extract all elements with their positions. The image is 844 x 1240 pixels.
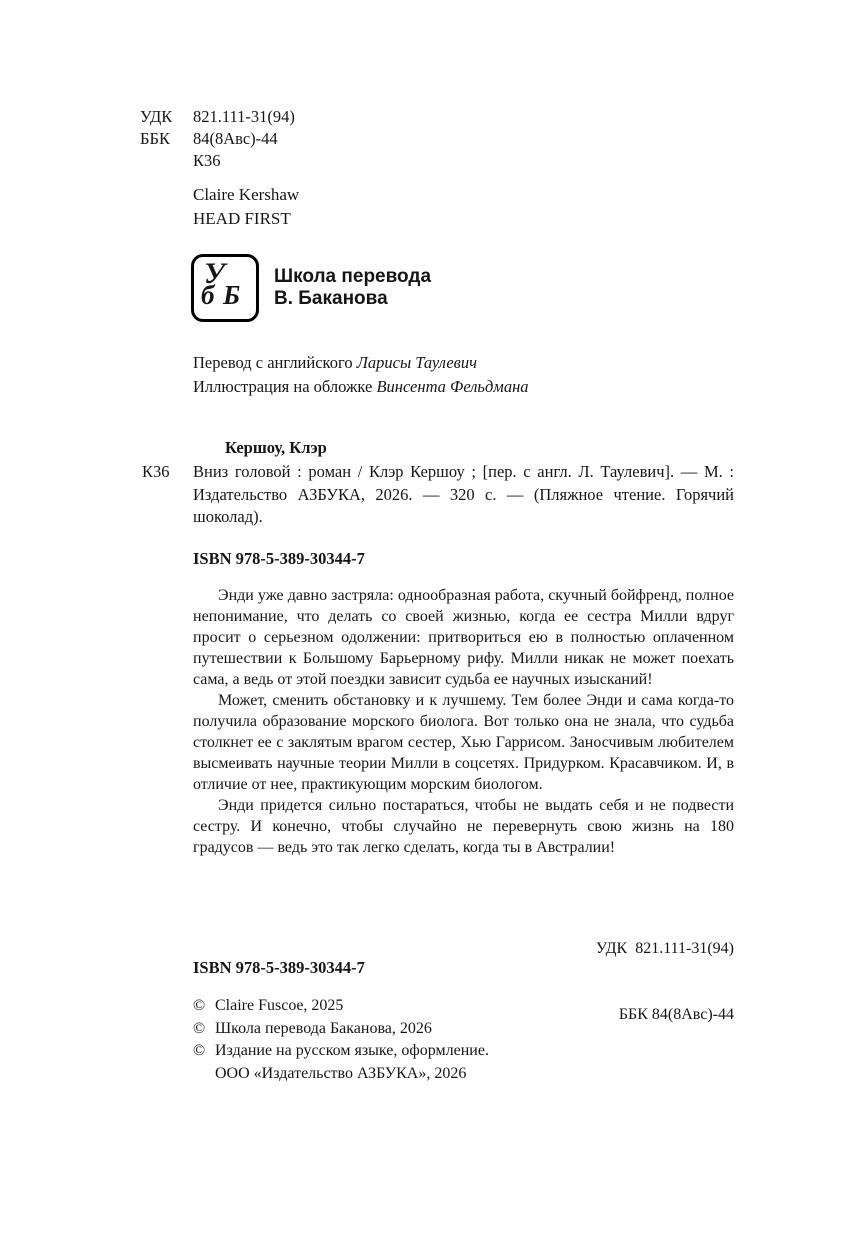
copyright-line-continuation <box>193 1063 489 1086</box>
original-author: Claire Kershaw <box>193 185 300 204</box>
translator-name: Ларисы Таулевич <box>356 353 477 372</box>
copyright-sign: © <box>193 1042 206 1059</box>
bbk-right: ББК 84(8Авс)-44 <box>618 1006 734 1023</box>
copyright-text: Школа перевода Баканова, 2026 <box>215 1019 432 1037</box>
udk-value: 821.111-31(94) <box>193 107 295 126</box>
bbk-value: 84(8Авс)-44 <box>193 129 278 148</box>
publisher-logo-name <box>274 266 431 310</box>
logo-monogram-letter: б <box>201 280 215 310</box>
logo-monogram-letter: У <box>204 257 225 290</box>
udk-right: УДК 821.111-31(94) <box>595 940 734 957</box>
publisher-name-line1: Школа перевода <box>274 266 432 287</box>
classification-codes <box>140 106 295 172</box>
original-title: HEAD FIRST <box>193 209 291 228</box>
logo-monogram-letter: Б <box>223 280 241 310</box>
annotation-block <box>193 585 734 858</box>
isbn-bottom: ISBN 978-5-389-30344-7 <box>193 958 365 977</box>
translation-credit-line <box>193 351 529 375</box>
translation-prefix: Перевод с английского <box>193 353 357 372</box>
udk-row <box>140 106 295 128</box>
copyright-text: Claire Fuscoe, 2025 <box>215 997 344 1014</box>
annotation-paragraph: Энди уже давно застряла: однообразная работа, скучный бойфренд, полное непонимание, что делать со своей жизнью, когда ее сестра Милли вдруг просит о серьезном одолжении: притвориться ею в полностью оплаченном путешествии к Большому Барьерному рифу. Милли никак не может поехать сама, а ведь от этой поездки зависит судьба ее научных изысканий! <box>193 587 734 688</box>
isbn-top: ISBN 978-5-389-30344-7 <box>193 549 365 568</box>
cover-prefix: Иллюстрация на обложке <box>193 377 377 396</box>
annotation-paragraph: Энди придется сильно постараться, чтобы не выдать себя и не подвести сестру. И конечно, чтобы случайно не перевернуть свою жизнь на 180 градусов — ведь это так легко сделать, когда ты в Австралии! <box>193 797 734 856</box>
bbk-label: ББК <box>140 129 170 148</box>
author-code: К36 <box>193 151 221 170</box>
cover-artist-name: Винсента Фельдмана <box>376 377 529 396</box>
catalog-author-code: К36 <box>142 462 170 481</box>
cataloging-record <box>0 438 844 529</box>
catalog-entry-text: Вниз головой : роман / Клэр Кершоу ; [пер. с англ. Л. Таулевич]. — М. : Издательство АЗБУКА, 2026. — 320 с. — (Пляжное чтение. Горячий шоколад). <box>193 462 734 526</box>
catalog-entry-row <box>0 461 844 529</box>
copyright-text: ООО «Издательство АЗБУКА», 2026 <box>215 1064 467 1082</box>
publisher-logo-block <box>191 254 431 322</box>
original-edition-block <box>193 183 299 231</box>
copyright-line <box>193 995 489 1018</box>
udk-label: УДК <box>140 107 173 126</box>
bakanov-school-logo-icon <box>191 254 259 322</box>
copyright-block <box>193 995 489 1085</box>
publisher-name-line2: В. Баканова <box>274 288 388 309</box>
cover-credit-line <box>193 375 529 399</box>
bbk-row <box>140 128 295 150</box>
annotation-paragraph: Может, сменить обстановку и к лучшему. Тем более Энди и сама когда-то получила образование морского биолога. Вот только она не знала, что судьба столкнет ее с заклятым врагом сестер, Хью Гаррисом. Заносчивым любителем высмеивать научные теории Милли в соцсетях. Придурком. Красавчиком. И, в отличие от нее, практикующим морским биологом. <box>193 692 734 793</box>
translation-credits <box>193 351 529 399</box>
copyright-text: Издание на русском языке, оформление. <box>215 1042 489 1059</box>
copyright-sign: © <box>193 997 206 1014</box>
copyright-sign: © <box>193 1019 206 1037</box>
catalog-author-heading: Кершоу, Клэр <box>225 438 327 457</box>
copyright-line <box>193 1040 489 1063</box>
copyright-line <box>193 1018 489 1041</box>
